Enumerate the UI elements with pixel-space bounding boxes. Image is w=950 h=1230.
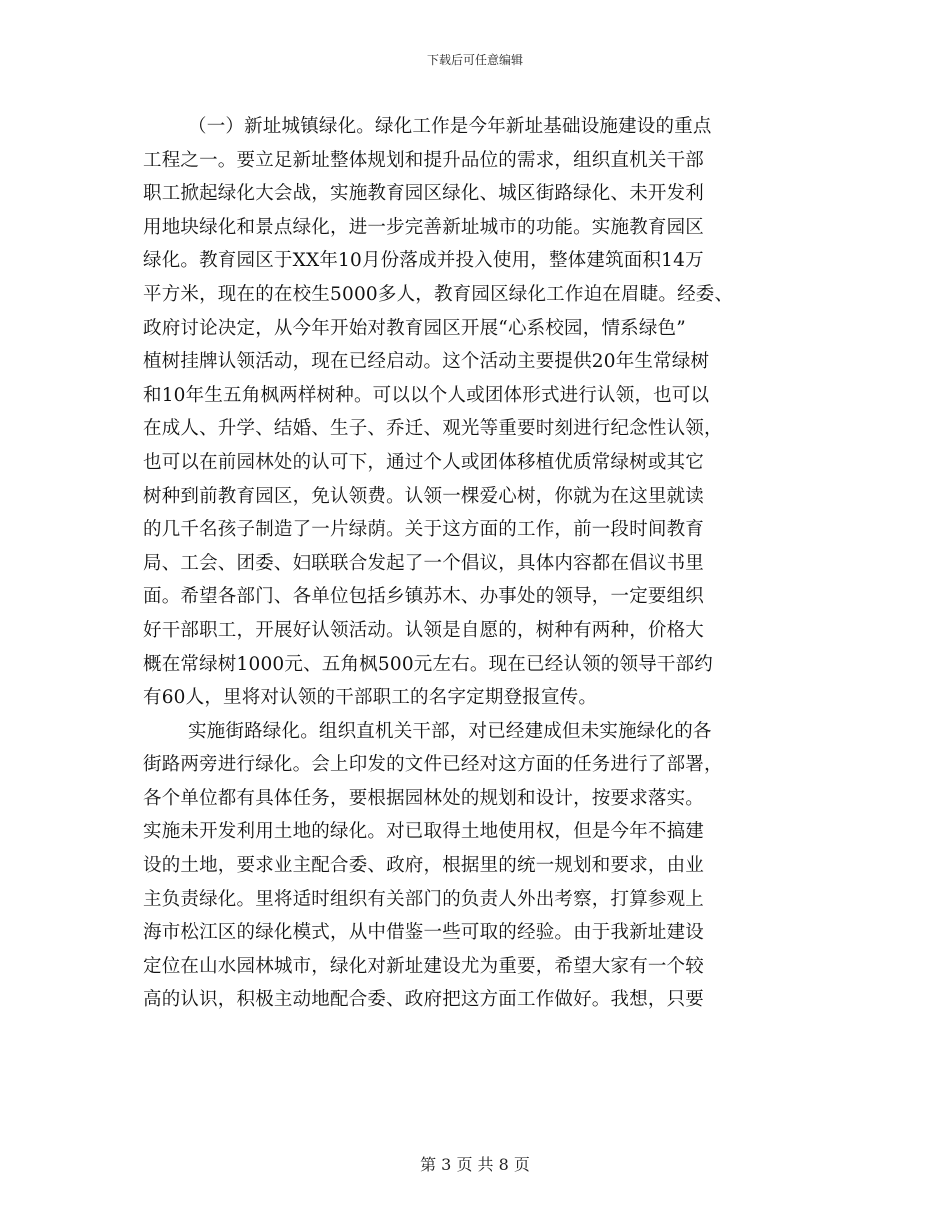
page-number: 第 3 页 共 8 页 bbox=[420, 1155, 530, 1174]
paragraph-line: 工程之一。要立足新址整体规划和提升品位的需求，组织直机关干部 bbox=[143, 149, 705, 171]
paragraph-line: 各个单位都有具体任务，要根据园林处的规划和设计，按要求落实。 bbox=[143, 787, 705, 809]
paragraph-line: 好干部职工，开展好认领活动。认领是自愿的，树种有两种，价格大 bbox=[143, 619, 705, 641]
paragraph-line: 面。希望各部门、各单位包括乡镇苏木、办事处的领导，一定要组织 bbox=[143, 586, 705, 608]
paragraph-line: 实施未开发利用土地的绿化。对已取得土地使用权，但是今年不搞建 bbox=[143, 821, 705, 843]
paragraph-line: 职工掀起绿化大会战，实施教育园区绿化、城区街路绿化、未开发利 bbox=[143, 183, 705, 205]
paragraph-line: 在成人、升学、结婚、生子、乔迁、观光等重要时刻进行纪念性认领， bbox=[143, 418, 723, 440]
paragraph-line: 的几千名孩子制造了一片绿荫。关于这方面的工作，前一段时间教育 bbox=[143, 519, 705, 541]
paragraph-line: 街路两旁进行绿化。会上印发的文件已经对这方面的任务进行了部署， bbox=[143, 754, 723, 776]
paragraph-line: 植树挂牌认领活动，现在已经启动。这个活动主要提供20年生常绿树 bbox=[143, 351, 710, 373]
paragraph-line: 和10年生五角枫两样树种。可以以个人或团体形式进行认领，也可以 bbox=[143, 384, 710, 406]
paragraph-line: 高的认识，积极主动地配合委、政府把这方面工作做好。我想，只要 bbox=[143, 989, 705, 1011]
paragraph-line: 用地块绿化和景点绿化，进一步完善新址城市的功能。实施教育园区 bbox=[143, 216, 705, 238]
paragraph-line: 树种到前教育园区，免认领费。认领一棵爱心树，你就为在这里就读 bbox=[143, 485, 705, 507]
paragraph-line: （一）新址城镇绿化。绿化工作是今年新址基础设施建设的重点 bbox=[188, 116, 712, 137]
paragraph-line: 设的土地，要求业主配合委、政府，根据里的统一规划和要求，由业 bbox=[143, 855, 705, 877]
paragraph-line: 局、工会、团委、妇联联合发起了一个倡议，具体内容都在倡议书里 bbox=[143, 552, 705, 574]
paragraph-line: 平方米，现在的在校生5000多人，教育园区绿化工作迫在眉睫。经委、 bbox=[143, 283, 734, 305]
page-header: 下载后可任意编辑 bbox=[426, 53, 523, 67]
paragraph-line: 定位在山水园林城市，绿化对新址建设尤为重要，希望大家有一个较 bbox=[143, 955, 705, 977]
paragraph-line: 政府讨论决定，从今年开始对教育园区开展“心系校园，情系绿色” bbox=[143, 317, 686, 339]
paragraph-line: 也可以在前园林处的认可下，通过个人或团体移植优质常绿树或其它 bbox=[143, 451, 705, 473]
paragraph-line: 主负责绿化。里将适时组织有关部门的负责人外出考察，打算参观上 bbox=[143, 888, 705, 910]
paragraph-line: 有60人，里将对认领的干部职工的名字定期登报宣传。 bbox=[143, 687, 598, 709]
paragraph-line: 海市松江区的绿化模式，从中借鉴一些可取的经验。由于我新址建设 bbox=[143, 922, 705, 944]
paragraph-line: 绿化。教育园区于XX年10月份落成并投入使用，整体建筑面积14万 bbox=[143, 250, 704, 272]
paragraph-line: 概在常绿树1000元、五角枫500元左右。现在已经认领的领导干部约 bbox=[143, 653, 713, 675]
paragraph-line: 实施街路绿化。组织直机关干部，对已经建成但未实施绿化的各 bbox=[188, 720, 712, 742]
document-body bbox=[143, 110, 815, 1017]
